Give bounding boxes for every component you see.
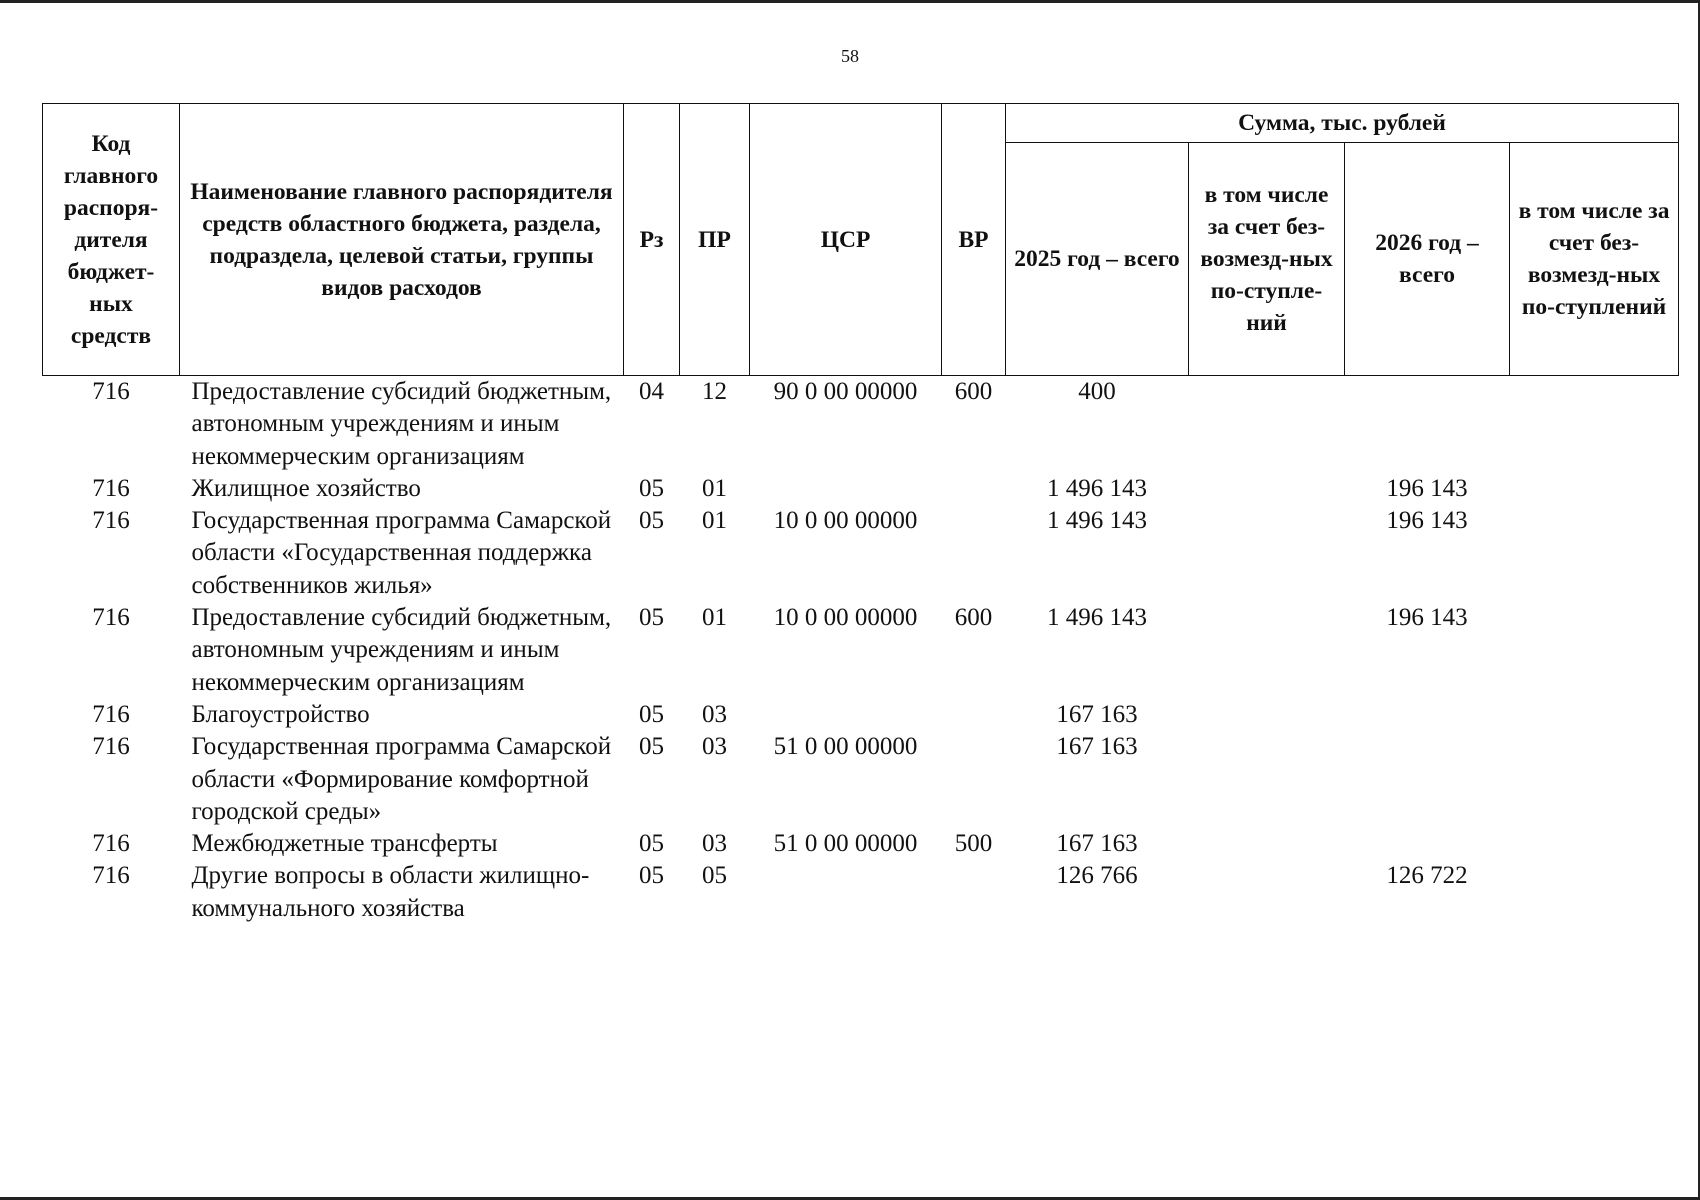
cell-2026-total xyxy=(1345,376,1510,473)
cell-code: 716 xyxy=(92,700,130,728)
cell-pr: 12 xyxy=(702,378,727,405)
cell-vr xyxy=(942,699,1006,731)
cell-2025-total: 1 496 143 xyxy=(1047,474,1147,502)
cell-2025-free xyxy=(1189,376,1345,473)
cell-csr: 10 0 00 00000 xyxy=(773,507,918,535)
cell-vr: 500 xyxy=(954,830,993,858)
cell-csr: 51 0 00 00000 xyxy=(773,830,918,858)
cell-pr: 03 xyxy=(702,830,727,858)
cell-code: 716 xyxy=(92,507,130,535)
header-2025-total: 2025 год – всего xyxy=(1006,143,1189,376)
cell-2026-total: 196 143 xyxy=(1386,604,1468,632)
cell-vr xyxy=(942,473,1006,505)
cell-vr xyxy=(942,860,1006,925)
cell-name: Государственная программа Самарской области «Государственная поддержка собственников жилья» xyxy=(191,507,612,599)
cell-vr xyxy=(942,505,1006,602)
table-row xyxy=(43,473,1679,505)
header-code: Код главного распоря-дителя бюджет-ных средств xyxy=(43,104,180,376)
table-row xyxy=(43,602,1679,699)
cell-2025-free xyxy=(1189,828,1345,860)
cell-rz: 05 xyxy=(639,700,664,728)
cell-code: 716 xyxy=(92,378,130,405)
cell-pr: 05 xyxy=(702,862,727,890)
cell-2025-free xyxy=(1189,505,1345,602)
cell-csr xyxy=(750,860,942,925)
cell-pr: 01 xyxy=(702,507,727,535)
page-number: 58 xyxy=(841,46,859,66)
cell-rz: 05 xyxy=(639,474,664,502)
cell-code: 716 xyxy=(92,830,130,858)
cell-vr: 600 xyxy=(954,378,993,405)
cell-2026-free xyxy=(1510,473,1679,505)
table-row xyxy=(43,860,1679,925)
cell-2025-total: 1 496 143 xyxy=(1047,604,1147,632)
header-2026-total: 2026 год – всего xyxy=(1345,143,1510,376)
cell-2025-total: 167 163 xyxy=(1056,700,1138,728)
cell-2025-free xyxy=(1189,731,1345,828)
cell-2025-total: 167 163 xyxy=(1056,733,1138,761)
cell-name: Благоустройство xyxy=(191,700,370,728)
cell-name: Другие вопросы в области жилищно-коммунального хозяйства xyxy=(191,862,590,922)
cell-2026-total xyxy=(1345,731,1510,828)
cell-name: Предоставление субсидий бюджетным, автономным учреждениям и иным некоммерческим организациям xyxy=(191,604,612,696)
cell-2026-free xyxy=(1510,602,1679,699)
table-row xyxy=(43,699,1679,731)
cell-csr xyxy=(750,699,942,731)
cell-2026-free xyxy=(1510,828,1679,860)
header-csr: ЦСР xyxy=(750,104,942,376)
cell-code: 716 xyxy=(92,862,130,890)
cell-2025-total: 400 xyxy=(1078,378,1116,405)
cell-code: 716 xyxy=(92,474,130,502)
header-name: Наименование главного распорядителя средств областного бюджета, раздела, подраздела, целевой статьи, группы видов расходов xyxy=(180,104,624,376)
cell-2026-free xyxy=(1510,699,1679,731)
cell-2026-free xyxy=(1510,505,1679,602)
cell-csr: 10 0 00 00000 xyxy=(773,604,918,632)
cell-vr xyxy=(942,731,1006,828)
cell-rz: 05 xyxy=(639,733,664,761)
cell-2026-total: 196 143 xyxy=(1386,507,1468,535)
cell-2026-total: 196 143 xyxy=(1386,474,1468,502)
table-row xyxy=(43,376,1679,473)
cell-pr: 01 xyxy=(702,474,727,502)
table-row xyxy=(43,828,1679,860)
cell-code: 716 xyxy=(92,733,130,761)
cell-2026-free xyxy=(1510,860,1679,925)
cell-2026-free xyxy=(1510,731,1679,828)
budget-table xyxy=(42,103,1679,925)
cell-2025-total: 126 766 xyxy=(1056,862,1138,890)
cell-2025-total: 167 163 xyxy=(1056,830,1138,858)
cell-name: Государственная программа Самарской области «Формирование комфортной городской среды» xyxy=(191,733,612,825)
header-2025-free: в том числе за счет без-возмезд-ных по-ступле-ний xyxy=(1189,143,1345,376)
cell-2026-total xyxy=(1345,699,1510,731)
header-rz: Рз xyxy=(624,104,680,376)
cell-csr: 51 0 00 00000 xyxy=(773,733,918,761)
cell-pr: 03 xyxy=(702,733,727,761)
table-row xyxy=(43,505,1679,602)
cell-2026-free xyxy=(1510,376,1679,473)
header-2026-free: в том числе за счет без-возмезд-ных по-ступлений xyxy=(1510,143,1679,376)
cell-2025-free xyxy=(1189,860,1345,925)
table-body xyxy=(43,376,1679,926)
table-row xyxy=(43,731,1679,828)
cell-2026-total: 126 722 xyxy=(1386,862,1468,890)
table-header xyxy=(43,104,1679,376)
cell-name: Предоставление субсидий бюджетным, автономным учреждениям и иным некоммерческим организациям xyxy=(191,378,612,470)
cell-rz: 05 xyxy=(639,830,664,858)
cell-rz: 05 xyxy=(639,862,664,890)
cell-csr: 90 0 00 00000 xyxy=(773,378,918,405)
cell-2026-total xyxy=(1345,828,1510,860)
cell-vr: 600 xyxy=(954,604,993,632)
header-pr: ПР xyxy=(680,104,750,376)
cell-pr: 01 xyxy=(702,604,727,632)
cell-pr: 03 xyxy=(702,700,727,728)
cell-code: 716 xyxy=(92,604,130,632)
cell-rz: 05 xyxy=(639,604,664,632)
header-sum-group: Сумма, тыс. рублей xyxy=(1006,104,1679,143)
cell-2025-free xyxy=(1189,602,1345,699)
scan-edge-top xyxy=(0,0,1700,3)
cell-rz: 05 xyxy=(639,507,664,535)
cell-2025-free xyxy=(1189,473,1345,505)
header-vr: ВР xyxy=(942,104,1006,376)
cell-2025-total: 1 496 143 xyxy=(1047,507,1147,535)
cell-rz: 04 xyxy=(639,378,664,405)
cell-name: Межбюджетные трансферты xyxy=(191,830,498,858)
cell-2025-free xyxy=(1189,699,1345,731)
cell-name: Жилищное хозяйство xyxy=(191,474,421,502)
cell-csr xyxy=(750,473,942,505)
